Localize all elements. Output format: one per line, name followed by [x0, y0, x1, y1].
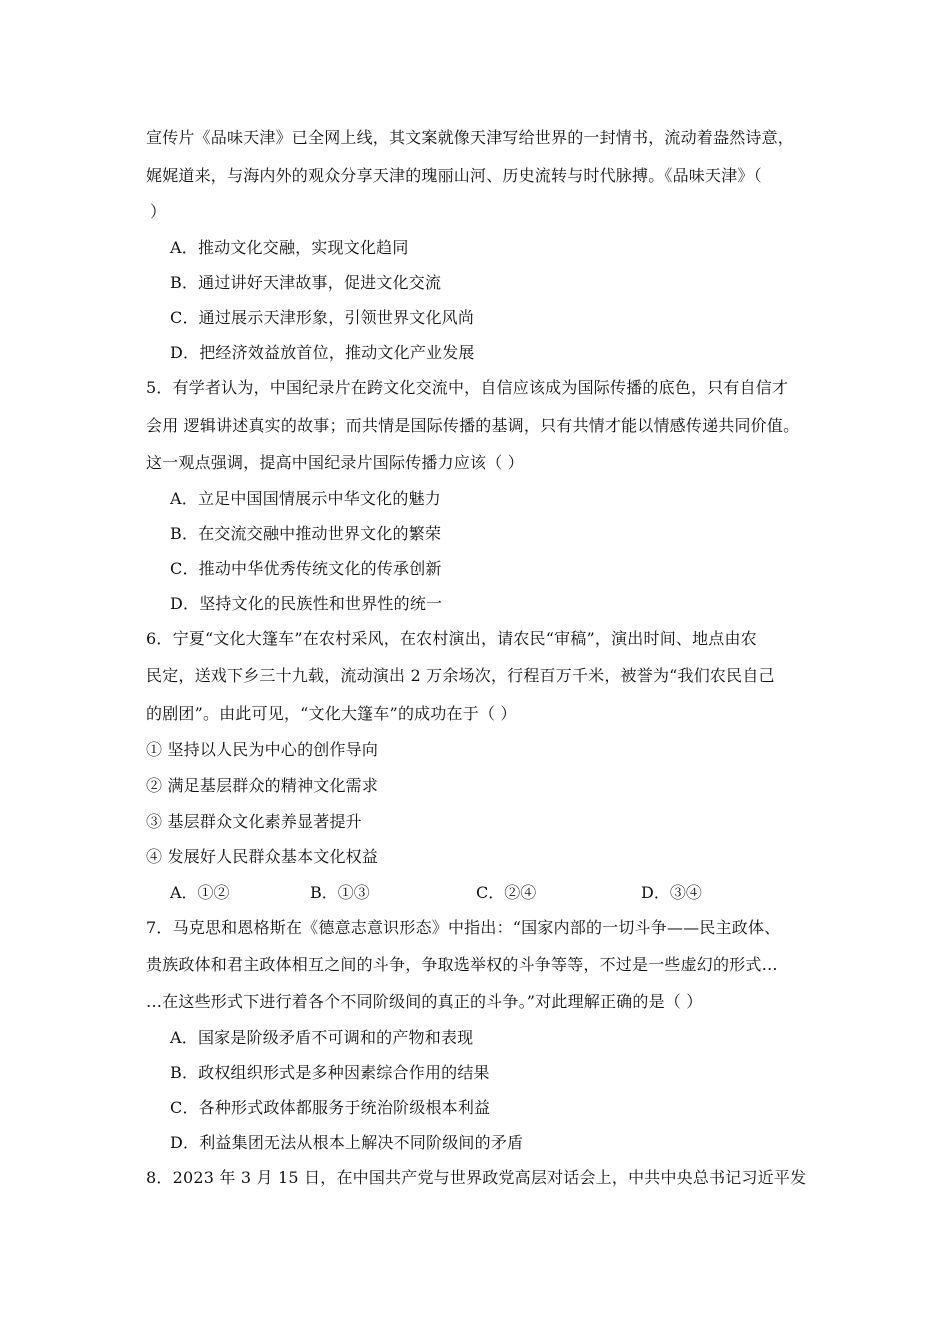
q4-option-b: B．通过讲好天津故事，促进文化交流 [170, 273, 442, 292]
q5-stem-line-2: 会用 逻辑讲述真实的故事；而共情是国际传播的基调，只有共情才能以情感传递共同价值。 [146, 416, 800, 435]
q4-option-c: C．通过展示天津形象，引领世界文化风尚 [170, 308, 475, 327]
q4-stem-line-2: 娓娓道来，与海内外的观众分享天津的瑰丽山河、历史流转与时代脉搏。《品味天津》（ [146, 166, 762, 185]
q5-stem-line-1: 5．有学者认为，中国纪录片在跨文化交流中，自信应该成为国际传播的底色，只有自信才 [146, 378, 789, 397]
q4-option-d: D．把经济效益放首位，推动文化产业发展 [170, 343, 475, 362]
q7-stem-line-3: …在这些形式下进行着各个不同阶级间的真正的斗争。”对此理解正确的是（ ） [146, 992, 703, 1011]
q4-stem-line-3: ） [150, 202, 167, 221]
q7-option-d: D．利益集团无法从根本上解决不同阶级间的矛盾 [170, 1133, 524, 1152]
q5-stem-line-3: 这一观点强调，提高中国纪录片国际传播力应该（ ） [146, 453, 524, 472]
q4-option-a: A．推动文化交融，实现文化趋同 [170, 238, 409, 257]
q7-option-b: B．政权组织形式是多种因素综合作用的结果 [170, 1063, 490, 1082]
q6-option-c: C．②④ [476, 883, 537, 902]
q5-option-c: C．推动中华优秀传统文化的传承创新 [170, 559, 442, 578]
q6-option-a: A．①② [170, 883, 230, 902]
q7-option-c: C．各种形式政体都服务于统治阶级根本利益 [170, 1098, 491, 1117]
q5-option-d: D．坚持文化的民族性和世界性的统一 [170, 594, 443, 613]
q6-item-4: ④ 发展好人民群众基本文化权益 [146, 847, 379, 866]
q7-stem-line-2: 贵族政体和君主政体相互之间的斗争，争取选举权的斗争等等，不过是一些虚幻的形式… [146, 955, 778, 974]
q7-stem-line-1: 7．马克思和恩格斯在《德意志意识形态》中指出：“国家内部的一切斗争——民主政体、 [146, 918, 781, 937]
q5-option-a: A．立足中国国情展示中华文化的魅力 [170, 489, 441, 508]
q6-item-1: ① 坚持以人民为中心的创作导向 [146, 740, 379, 759]
q6-item-3: ③ 基层群众文化素养显著提升 [146, 812, 362, 831]
q6-option-b: B．①③ [310, 883, 370, 902]
q6-item-2: ② 满足基层群众的精神文化需求 [146, 776, 379, 795]
q8-stem-line-1: 8．2023 年 3 月 15 日，在中国共产党与世界政党高层对话会上，中共中央总书记习近平发 [146, 1168, 807, 1187]
q5-option-b: B．在交流交融中推动世界文化的繁荣 [170, 524, 442, 543]
q4-stem-line-1: 宣传片《品味天津》已全网上线，其文案就像天津写给世界的一封情书，流动着盎然诗意， [146, 128, 795, 147]
q6-stem-line-3: 的剧团”。由此可见，“文化大篷车”的成功在于（ ） [146, 704, 517, 723]
q6-stem-line-1: 6．宁夏“文化大篷车”在农村采风，在农村演出，请农民“审稿”，演出时间、地点由农 [146, 629, 757, 648]
q6-option-d: D．③④ [641, 883, 702, 902]
q6-stem-line-2: 民定，送戏下乡三十九载，流动演出 2 万余场次，行程百万千米，被誉为“我们农民自己 [146, 666, 775, 685]
q7-option-a: A．国家是阶级矛盾不可调和的产物和表现 [170, 1028, 474, 1047]
